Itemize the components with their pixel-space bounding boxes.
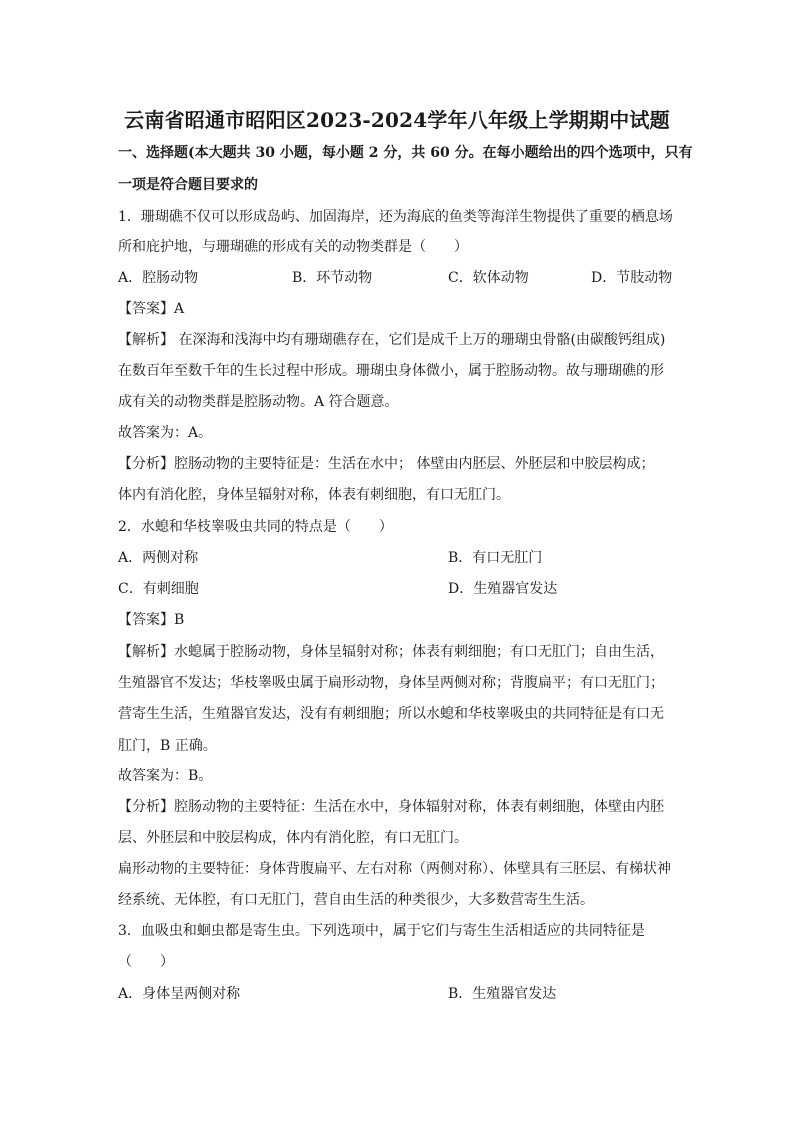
q1-analysis-line-2: 在数百年至数千年的生长过程中形成。珊瑚虫身体微小，属于腔肠动物。故与珊瑚礁的形 — [118, 363, 664, 379]
q2-final-answer: 故答案为：B。 — [118, 768, 213, 784]
section-heading-line-1: 一、选择题(本大题共 30 小题，每小题 2 分，共 60 分。在每小题给出的四个选项中，只有 — [118, 145, 693, 161]
q1-answer: 【答案】A — [118, 301, 185, 317]
q2-analysis-line-3: 营寄生生活，生殖器官发达，没有有刺细胞；所以水螅和华枝睾吸虫的共同特征是有口无 — [118, 706, 664, 722]
q3-stem-line-1: 3．血吸虫和蛔虫都是寄生虫。下列选项中，属于它们与寄生生活相适应的共同特征是 — [118, 923, 645, 939]
q2-answer: 【答案】B — [118, 612, 185, 628]
q2-analysis-line-1: 【解析】水螅属于腔肠动物，身体呈辐射对称；体表有刺细胞；有口无肛门；自由生活， — [118, 644, 664, 660]
document-title: 云南省昭通市昭阳区2023-2024学年八年级上学期期中试题 — [124, 108, 670, 132]
q2-option-c: C．有刺细胞 — [118, 581, 199, 597]
q2-option-a: A．两侧对称 — [118, 550, 199, 566]
q3-option-b: B．生殖器官发达 — [448, 986, 557, 1002]
q3-stem-line-2: （ ） — [118, 954, 174, 970]
q2-analysis-line-2: 生殖器官不发达；华枝睾吸虫属于扁形动物，身体呈两侧对称；背腹扁平；有口无肛门； — [118, 675, 664, 691]
q2-analysis-line-4: 肛门，B 正确。 — [118, 738, 217, 754]
q2-fenxi-line-3: 扁形动物的主要特征：身体背腹扁平、左右对称（两侧对称）、体壁具有三胚层、有梯状神 — [118, 861, 671, 877]
q1-fenxi-line-1: 【分析】腔肠动物的主要特征是：生活在水中； 体壁由内胚层、外胚层和中胶层构成； — [118, 456, 655, 472]
q1-fenxi-line-2: 体内有消化腔，身体呈辐射对称，体表有刺细胞，有口无肛门。 — [118, 487, 510, 503]
q2-fenxi-line-1: 【分析】腔肠动物的主要特征：生活在水中，身体辐射对称，体表有刺细胞，体壁由内胚 — [118, 799, 664, 815]
q1-option-d: D．节肢动物 — [591, 270, 673, 286]
q2-option-d: D．生殖器官发达 — [448, 581, 558, 597]
q1-option-a: A．腔肠动物 — [118, 270, 199, 286]
q1-stem-line-2: 所和庇护地，与珊瑚礁的形成有关的动物类群是（ ） — [118, 239, 468, 255]
q1-final-answer: 故答案为：A。 — [118, 425, 213, 441]
q2-fenxi-line-4: 经系统、无体腔，有口无肛门，营自由生活的种类很少，大多数营寄生生活。 — [118, 892, 594, 908]
section-heading-line-2: 一项是符合题目要求的 — [118, 177, 258, 193]
q3-option-a: A．身体呈两侧对称 — [118, 986, 241, 1002]
q2-stem: 2．水螅和华枝睾吸虫共同的特点是（ ） — [118, 519, 393, 535]
q2-fenxi-line-2: 层、外胚层和中胶层构成，体内有消化腔，有口无肛门。 — [118, 830, 468, 846]
q2-option-b: B．有口无肛门 — [448, 550, 543, 566]
q1-option-c: C．软体动物 — [448, 270, 529, 286]
q1-analysis-line-3: 成有关的动物类群是腔肠动物。A 符合题意。 — [118, 394, 399, 410]
q1-analysis-line-1: 【解析】 在深海和浅海中均有珊瑚礁存在，它们是成千上万的珊瑚虫骨骼(由碳酸钙组成) — [118, 332, 666, 348]
q1-stem-line-1: 1．珊瑚礁不仅可以形成岛屿、加固海岸，还为海底的鱼类等海洋生物提供了重要的栖息场 — [118, 209, 673, 225]
q1-option-b: B．环节动物 — [292, 270, 373, 286]
